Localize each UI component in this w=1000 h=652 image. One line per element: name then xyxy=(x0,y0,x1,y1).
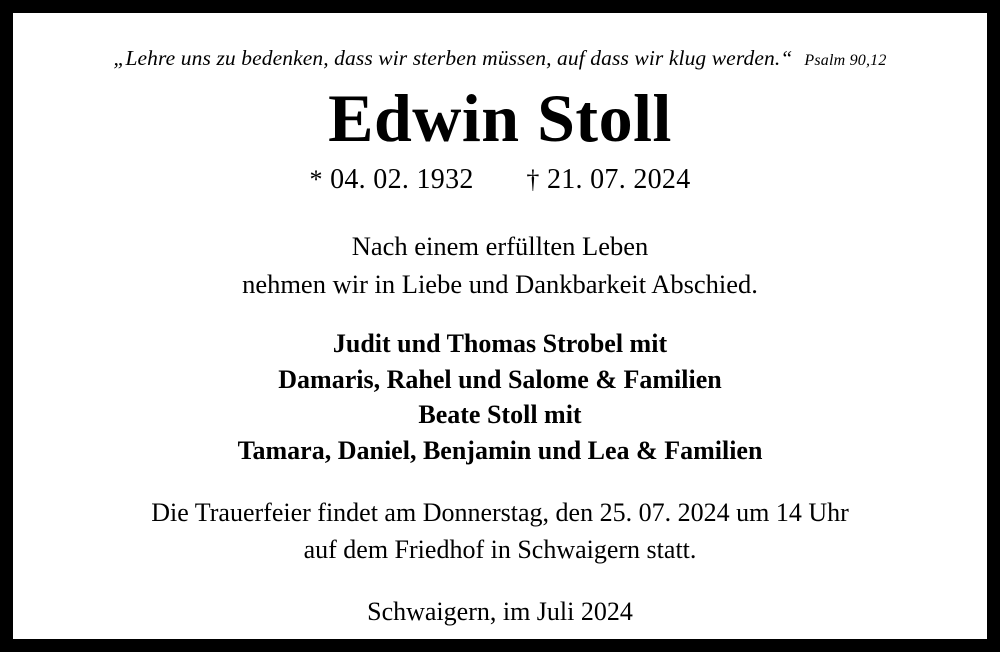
family-line: Beate Stoll mit xyxy=(418,400,582,430)
quote-text: „Lehre uns zu bedenken, dass wir sterben müssen, auf dass wir klug werden.“ xyxy=(113,46,793,70)
birth-symbol: * xyxy=(309,165,323,195)
family-names xyxy=(238,326,763,470)
deceased-name: Edwin Stoll xyxy=(328,80,672,156)
intro-line: nehmen wir in Liebe und Dankbarkeit Abschied. xyxy=(242,269,758,300)
family-line: Damaris, Rahel und Salome & Familien xyxy=(278,364,722,394)
family-line: Tamara, Daniel, Benjamin und Lea & Familien xyxy=(237,436,763,466)
death-symbol: † xyxy=(526,165,540,195)
life-dates xyxy=(309,164,690,196)
birth-date: 04. 02. 1932 xyxy=(330,164,474,196)
ceremony-details xyxy=(151,495,849,569)
family-line: Judit und Thomas Strobel mit xyxy=(332,328,668,358)
obituary-card xyxy=(13,13,987,639)
intro-line: Nach einem erfüllten Leben xyxy=(351,231,649,262)
place-and-date: Schwaigern, im Juli 2024 xyxy=(367,596,633,626)
quote-reference: Psalm 90,12 xyxy=(804,52,887,69)
intro-text xyxy=(242,228,758,303)
quote-block xyxy=(13,46,987,71)
death-date: 21. 07. 2024 xyxy=(546,164,691,196)
ceremony-line: auf dem Friedhof in Schwaigern statt. xyxy=(303,535,697,565)
ceremony-line: Die Trauerfeier findet am Donnerstag, den 25. 07. 2024 um 14 Uhr xyxy=(151,498,849,528)
